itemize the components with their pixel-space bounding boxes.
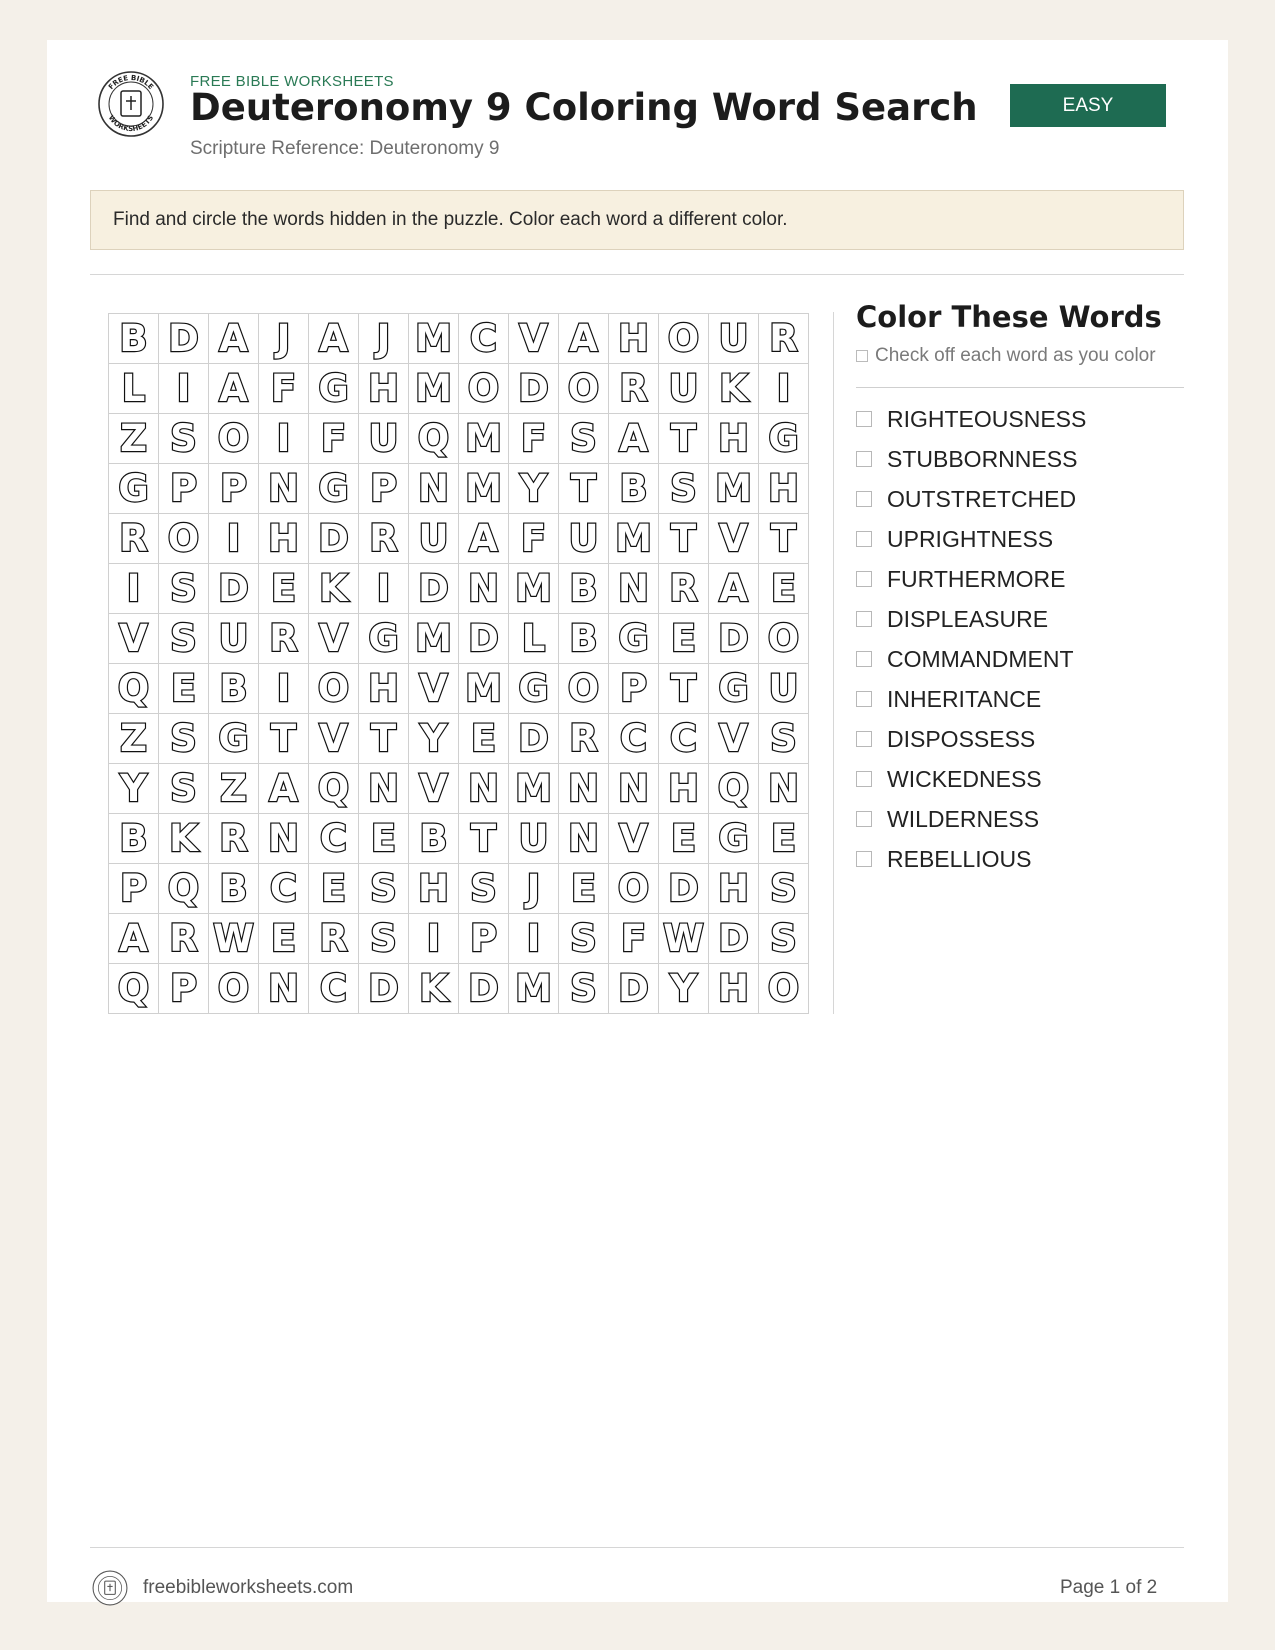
grid-cell: W <box>209 914 259 964</box>
grid-cell: O <box>559 364 609 414</box>
grid-cell: B <box>109 814 159 864</box>
grid-cell: Q <box>159 864 209 914</box>
word-list-item <box>856 719 1086 759</box>
grid-cell: G <box>309 464 359 514</box>
grid-cell: S <box>559 414 609 464</box>
word-checkbox[interactable] <box>856 731 872 747</box>
grid-cell: N <box>609 764 659 814</box>
grid-cell: I <box>509 914 559 964</box>
grid-cell: G <box>759 414 809 464</box>
grid-cell: S <box>559 964 609 1014</box>
grid-cell: N <box>459 564 509 614</box>
grid-cell: R <box>209 814 259 864</box>
grid-cell: E <box>259 564 309 614</box>
grid-cell: R <box>159 914 209 964</box>
grid-cell: B <box>559 564 609 614</box>
word-checkbox[interactable] <box>856 691 872 707</box>
grid-cell: N <box>609 564 659 614</box>
grid-cell: S <box>759 714 809 764</box>
grid-cell: K <box>709 364 759 414</box>
grid-cell: F <box>509 414 559 464</box>
grid-cell: A <box>209 314 259 364</box>
grid-cell: S <box>759 864 809 914</box>
grid-cell: M <box>409 614 459 664</box>
grid-cell: A <box>709 564 759 614</box>
word-checkbox[interactable] <box>856 651 872 667</box>
grid-cell: U <box>759 664 809 714</box>
word-list-item <box>856 399 1086 439</box>
word-list-hint: Check off each word as you color <box>875 345 1156 366</box>
grid-cell: N <box>259 964 309 1014</box>
word-checkbox[interactable] <box>856 411 872 427</box>
word-list-item <box>856 799 1086 839</box>
grid-cell: Q <box>709 764 759 814</box>
page-number: Page 1 of 2 <box>1060 1577 1158 1598</box>
word-list-title: Color These Words <box>856 300 1162 334</box>
grid-cell: T <box>659 414 709 464</box>
grid-cell: N <box>559 814 609 864</box>
grid-cell: Z <box>109 414 159 464</box>
grid-cell: S <box>159 714 209 764</box>
grid-cell: G <box>709 814 759 864</box>
grid-cell: U <box>209 614 259 664</box>
footer-divider <box>90 1547 1184 1548</box>
word-checkbox[interactable] <box>856 851 872 867</box>
grid-cell: H <box>759 464 809 514</box>
word-list <box>856 399 1086 879</box>
grid-cell: Z <box>109 714 159 764</box>
grid-cell: E <box>759 814 809 864</box>
grid-cell: V <box>509 314 559 364</box>
grid-cell: B <box>209 864 259 914</box>
footer-logo <box>92 1570 128 1606</box>
grid-cell: Q <box>309 764 359 814</box>
grid-cell: O <box>459 364 509 414</box>
grid-cell: H <box>359 364 409 414</box>
grid-cell: D <box>509 364 559 414</box>
grid-cell: E <box>159 664 209 714</box>
grid-cell: M <box>709 464 759 514</box>
grid-cell: M <box>509 964 559 1014</box>
grid-cell: E <box>259 914 309 964</box>
grid-cell: G <box>109 464 159 514</box>
grid-cell: C <box>309 964 359 1014</box>
grid-cell: R <box>109 514 159 564</box>
grid-cell: O <box>159 514 209 564</box>
grid-cell: H <box>659 764 709 814</box>
grid-cell: D <box>709 914 759 964</box>
brand-name: FREE BIBLE WORKSHEETS <box>190 73 394 90</box>
grid-cell: E <box>659 614 709 664</box>
grid-cell: O <box>309 664 359 714</box>
grid-cell: I <box>259 414 309 464</box>
footer-website: freebibleworksheets.com <box>143 1577 354 1598</box>
grid-cell: V <box>709 514 759 564</box>
grid-cell: L <box>109 364 159 414</box>
checkbox-icon <box>856 350 868 362</box>
grid-cell: U <box>509 814 559 864</box>
grid-cell: F <box>509 514 559 564</box>
grid-cell: B <box>109 314 159 364</box>
grid-cell: H <box>709 864 759 914</box>
grid-cell: A <box>309 314 359 364</box>
grid-cell: P <box>609 664 659 714</box>
grid-cell: S <box>759 914 809 964</box>
grid-cell: M <box>459 464 509 514</box>
grid-cell: H <box>359 664 409 714</box>
grid-cell: S <box>159 614 209 664</box>
grid-cell: S <box>159 564 209 614</box>
grid-cell: K <box>409 964 459 1014</box>
grid-cell: Z <box>209 764 259 814</box>
grid-cell: V <box>309 714 359 764</box>
grid-cell: E <box>659 814 709 864</box>
grid-cell: C <box>609 714 659 764</box>
word-label: OUTSTRETCHED <box>887 485 1077 512</box>
instructions-text: Find and circle the words hidden in the puzzle. Color each word a different color. <box>113 209 788 230</box>
grid-cell: P <box>159 464 209 514</box>
grid-cell: B <box>559 614 609 664</box>
word-checkbox[interactable] <box>856 771 872 787</box>
grid-cell: I <box>159 364 209 414</box>
grid-cell: R <box>759 314 809 364</box>
grid-cell: Y <box>109 764 159 814</box>
grid-cell: J <box>259 314 309 364</box>
word-list-item <box>856 679 1086 719</box>
grid-cell: S <box>459 864 509 914</box>
word-checkbox[interactable] <box>856 531 872 547</box>
word-list-item <box>856 479 1086 519</box>
grid-cell: Y <box>509 464 559 514</box>
grid-cell: O <box>759 964 809 1014</box>
grid-cell: O <box>209 414 259 464</box>
grid-cell: C <box>459 314 509 364</box>
word-label: RIGHTEOUSNESS <box>887 405 1087 432</box>
grid-cell: U <box>709 314 759 364</box>
grid-cell: R <box>259 614 309 664</box>
grid-cell: P <box>359 464 409 514</box>
grid-cell: O <box>209 964 259 1014</box>
grid-cell: D <box>459 614 509 664</box>
grid-cell: V <box>609 814 659 864</box>
grid-cell: R <box>609 364 659 414</box>
grid-cell: M <box>459 664 509 714</box>
grid-cell: T <box>659 664 709 714</box>
grid-cell: J <box>509 864 559 914</box>
word-label: STUBBORNNESS <box>887 445 1078 472</box>
grid-cell: I <box>409 914 459 964</box>
word-list-subtitle <box>856 345 1156 367</box>
grid-cell: D <box>659 864 709 914</box>
grid-cell: R <box>309 914 359 964</box>
grid-cell: N <box>459 764 509 814</box>
word-checkbox[interactable] <box>856 811 872 827</box>
grid-cell: H <box>259 514 309 564</box>
grid-cell: S <box>659 464 709 514</box>
grid-cell: B <box>609 464 659 514</box>
grid-cell: A <box>259 764 309 814</box>
grid-cell: R <box>559 714 609 764</box>
grid-cell: N <box>259 464 309 514</box>
grid-cell: E <box>559 864 609 914</box>
word-checkbox[interactable] <box>856 491 872 507</box>
grid-cell: U <box>559 514 609 564</box>
grid-cell: I <box>259 664 309 714</box>
word-label: DISPLEASURE <box>887 605 1049 632</box>
grid-cell: T <box>559 464 609 514</box>
grid-cell: Q <box>109 964 159 1014</box>
word-list-divider <box>856 387 1184 388</box>
grid-cell: I <box>359 564 409 614</box>
grid-cell: B <box>409 814 459 864</box>
grid-cell: T <box>459 814 509 864</box>
grid-cell: V <box>409 664 459 714</box>
grid-cell: G <box>209 714 259 764</box>
grid-cell: F <box>259 364 309 414</box>
grid-cell: O <box>759 614 809 664</box>
grid-cell: W <box>659 914 709 964</box>
grid-cell: N <box>259 814 309 864</box>
word-list-item <box>856 599 1086 639</box>
column-divider <box>833 312 834 1014</box>
worksheet-page <box>47 40 1228 1602</box>
grid-cell: S <box>159 414 209 464</box>
grid-cell: F <box>609 914 659 964</box>
grid-cell: S <box>159 764 209 814</box>
grid-cell: D <box>409 564 459 614</box>
grid-cell: D <box>509 714 559 764</box>
grid-cell: T <box>659 514 709 564</box>
grid-cell: M <box>459 414 509 464</box>
grid-cell: D <box>309 514 359 564</box>
grid-cell: Q <box>409 414 459 464</box>
word-label: WICKEDNESS <box>887 765 1042 792</box>
grid-cell: P <box>459 914 509 964</box>
difficulty-badge: EASY <box>1010 84 1166 127</box>
word-list-item <box>856 519 1086 559</box>
grid-cell: O <box>609 864 659 914</box>
word-label: FURTHERMORE <box>887 565 1066 592</box>
word-list-item <box>856 759 1086 799</box>
grid-cell: V <box>409 764 459 814</box>
grid-cell: E <box>359 814 409 864</box>
grid-cell: F <box>309 414 359 464</box>
grid-cell: T <box>359 714 409 764</box>
word-checkbox[interactable] <box>856 571 872 587</box>
grid-cell: C <box>259 864 309 914</box>
grid-cell: P <box>159 964 209 1014</box>
grid-cell: V <box>109 614 159 664</box>
grid-cell: U <box>659 364 709 414</box>
grid-cell: G <box>359 614 409 664</box>
grid-cell: V <box>309 614 359 664</box>
instructions-box <box>90 190 1184 250</box>
grid-cell: A <box>459 514 509 564</box>
grid-cell: H <box>709 964 759 1014</box>
grid-cell: R <box>659 564 709 614</box>
word-checkbox[interactable] <box>856 611 872 627</box>
grid-cell: M <box>409 364 459 414</box>
grid-cell: M <box>609 514 659 564</box>
grid-cell: O <box>559 664 609 714</box>
grid-cell: D <box>159 314 209 364</box>
word-checkbox[interactable] <box>856 451 872 467</box>
grid-cell: H <box>609 314 659 364</box>
grid-cell: N <box>759 764 809 814</box>
grid-cell: D <box>709 614 759 664</box>
grid-cell: Y <box>409 714 459 764</box>
grid-cell: I <box>109 564 159 614</box>
grid-cell: E <box>459 714 509 764</box>
grid-cell: G <box>509 664 559 714</box>
grid-cell: D <box>609 964 659 1014</box>
grid-cell: A <box>209 364 259 414</box>
header-divider <box>90 274 1184 275</box>
svg-text:WORKSHEETS: WORKSHEETS <box>106 113 156 134</box>
grid-cell: U <box>359 414 409 464</box>
word-label: INHERITANCE <box>887 685 1042 712</box>
grid-cell: N <box>409 464 459 514</box>
grid-cell: L <box>509 614 559 664</box>
grid-cell: G <box>709 664 759 714</box>
word-list-item <box>856 839 1086 879</box>
word-list-item <box>856 439 1086 479</box>
grid-cell: P <box>209 464 259 514</box>
grid-cell: A <box>109 914 159 964</box>
grid-cell: N <box>559 764 609 814</box>
word-list-item <box>856 559 1086 599</box>
word-search-grid <box>108 313 809 1014</box>
grid-cell: O <box>659 314 709 364</box>
grid-cell: S <box>359 914 409 964</box>
grid-cell: T <box>259 714 309 764</box>
word-label: COMMANDMENT <box>887 645 1074 672</box>
grid-cell: I <box>209 514 259 564</box>
grid-cell: Q <box>109 664 159 714</box>
grid-cell: A <box>609 414 659 464</box>
scripture-reference: Scripture Reference: Deuteronomy 9 <box>190 138 500 159</box>
grid-cell: G <box>309 364 359 414</box>
grid-cell: R <box>359 514 409 564</box>
word-list-item <box>856 639 1086 679</box>
page-title: Deuteronomy 9 Coloring Word Search <box>190 86 978 129</box>
grid-cell: N <box>359 764 409 814</box>
grid-cell: H <box>709 414 759 464</box>
grid-cell: A <box>559 314 609 364</box>
grid-cell: C <box>659 714 709 764</box>
grid-cell: P <box>109 864 159 914</box>
grid-cell: T <box>759 514 809 564</box>
grid-cell: V <box>709 714 759 764</box>
grid-cell: D <box>459 964 509 1014</box>
grid-cell: M <box>409 314 459 364</box>
grid-cell: G <box>609 614 659 664</box>
svg-text:FREE BIBLE: FREE BIBLE <box>107 73 155 92</box>
grid-cell: S <box>359 864 409 914</box>
grid-cell: S <box>559 914 609 964</box>
grid-cell: Y <box>659 964 709 1014</box>
grid-cell: I <box>759 364 809 414</box>
word-label: WILDERNESS <box>887 805 1040 832</box>
word-label: DISPOSSESS <box>887 725 1036 752</box>
grid-cell: C <box>309 814 359 864</box>
grid-cell: M <box>509 764 559 814</box>
grid-cell: K <box>309 564 359 614</box>
grid-cell: E <box>759 564 809 614</box>
grid-cell: B <box>209 664 259 714</box>
grid-cell: D <box>359 964 409 1014</box>
grid-cell: M <box>509 564 559 614</box>
grid-cell: E <box>309 864 359 914</box>
word-label: UPRIGHTNESS <box>887 525 1054 552</box>
free-bible-worksheets-logo <box>97 70 165 138</box>
grid-cell: J <box>359 314 409 364</box>
word-label: REBELLIOUS <box>887 845 1032 872</box>
grid-cell: D <box>209 564 259 614</box>
grid-cell: H <box>409 864 459 914</box>
grid-cell: K <box>159 814 209 864</box>
grid-cell: U <box>409 514 459 564</box>
